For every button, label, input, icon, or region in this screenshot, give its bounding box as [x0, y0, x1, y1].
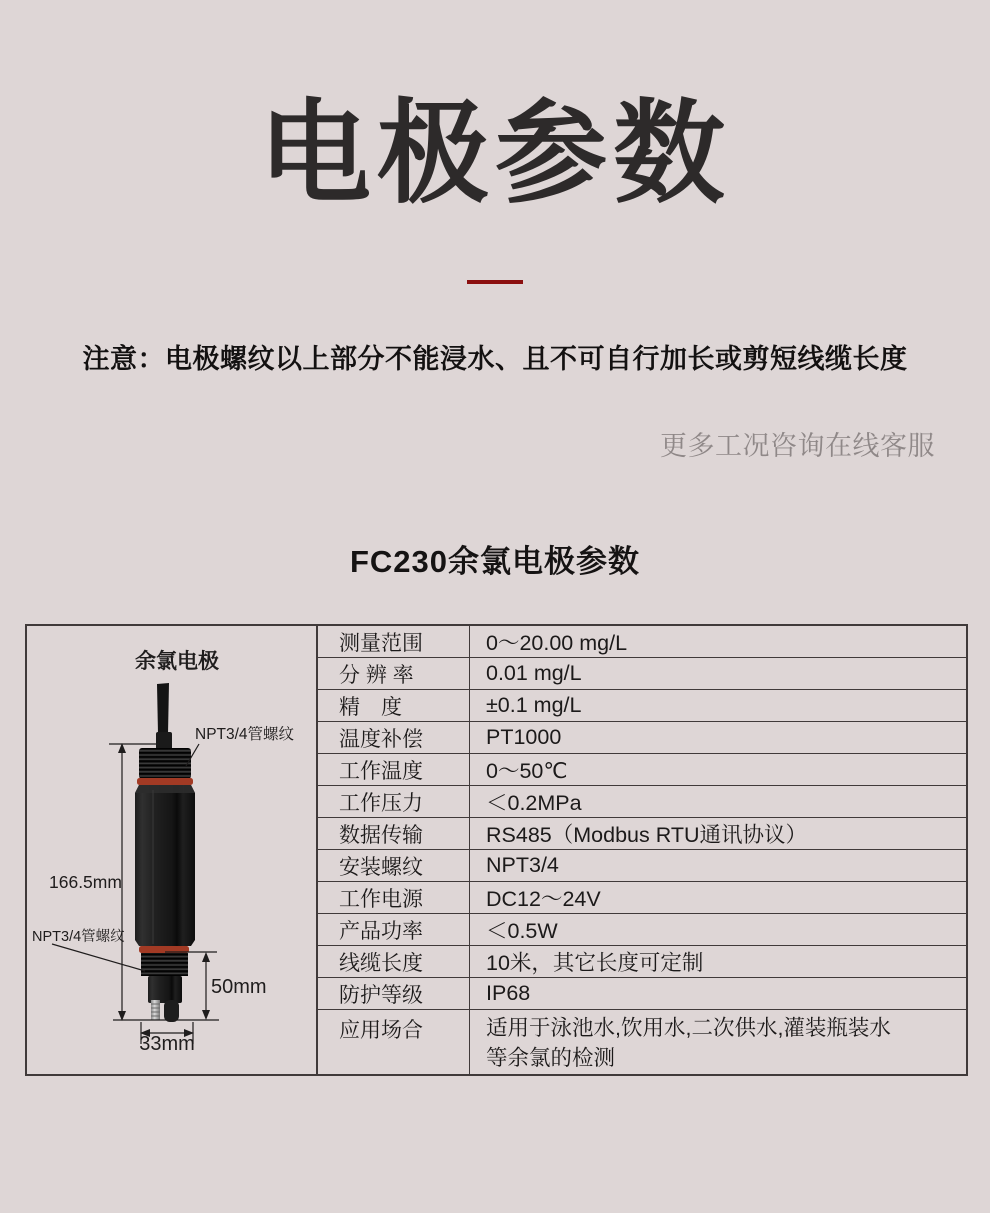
cable-gland: [156, 732, 172, 750]
spec-label: 产品功率: [318, 914, 470, 945]
table-row: [318, 946, 966, 978]
electrode-diagram: [27, 626, 314, 1069]
spec-value: 0.01 mg/L: [486, 661, 582, 685]
page-title: 电极参数: [259, 91, 731, 216]
dim-total-height-label: 166.5mm: [49, 872, 122, 892]
upper-thread: [139, 748, 191, 779]
spec-label: 安装螺纹: [318, 850, 470, 881]
spec-value: IP68: [486, 981, 531, 1005]
table-row: [318, 658, 966, 690]
table-row: [318, 818, 966, 850]
spec-table: [25, 624, 968, 1076]
section-title: FC230余氯电极参数: [349, 544, 641, 579]
reference-pin: [164, 1000, 179, 1022]
o-ring-top: [137, 778, 193, 785]
product-diagram-cell: [27, 626, 318, 1074]
table-row: [318, 690, 966, 722]
spec-label: 线缆长度: [318, 946, 470, 977]
spec-label: 分 辨 率: [318, 658, 470, 689]
spec-value: RS485（Modbus RTU通讯协议）: [486, 823, 807, 847]
spec-label: 工作压力: [318, 786, 470, 817]
dim-lower-height-label: 50mm: [211, 976, 267, 998]
table-row: [318, 786, 966, 818]
spec-value: ±0.1 mg/L: [486, 693, 582, 717]
hex-body: [135, 785, 195, 946]
table-row: [318, 978, 966, 1010]
spec-rows: [318, 626, 966, 1074]
spec-label: 温度补偿: [318, 722, 470, 753]
notice-text: 注意：电极螺纹以上部分不能浸水、且不可自行加长或剪短线缆长度: [82, 344, 908, 374]
hex-chamfer: [135, 785, 195, 793]
lower-thread: [141, 953, 188, 976]
product-label: 余氯电极: [135, 650, 219, 673]
thread-label-bottom: NPT3/4管螺纹: [32, 929, 125, 945]
dim-width-label: 33mm: [139, 1033, 195, 1055]
table-row: [318, 914, 966, 946]
service-note-text: 更多工况咨询在线客服: [660, 431, 935, 461]
metal-pin: [151, 1000, 160, 1020]
spec-value: 适用于泳池水,饮用水,二次供水,灌装瓶装水等余氯的检测: [486, 1016, 891, 1070]
spec-value: ＜0.2MPa: [486, 791, 582, 815]
table-row: [318, 850, 966, 882]
spec-value: PT1000: [486, 725, 562, 749]
sensor-tip: [148, 976, 182, 1003]
spec-label: 工作电源: [318, 882, 470, 913]
spec-value: 0～50℃: [486, 759, 568, 783]
spec-label: 测量范围: [318, 626, 470, 657]
table-row: [318, 722, 966, 754]
spec-label: 数据传输: [318, 818, 470, 849]
spec-label: 精 度: [318, 690, 470, 721]
title-divider: [467, 280, 523, 284]
cable: [157, 683, 169, 734]
table-row: [318, 754, 966, 786]
spec-value: ＜0.5W: [486, 919, 558, 943]
spec-value: 10米，其它长度可定制: [486, 951, 704, 975]
table-row: [318, 626, 966, 658]
table-row: [318, 882, 966, 914]
table-row: [318, 1010, 966, 1074]
spec-label: 应用场合: [318, 1010, 470, 1074]
spec-value: 0～20.00 mg/L: [486, 631, 628, 655]
spec-value: NPT3/4: [486, 853, 559, 877]
thread-label-top: NPT3/4管螺纹: [195, 726, 295, 743]
spec-value: DC12～24V: [486, 887, 601, 911]
spec-label: 工作温度: [318, 754, 470, 785]
spec-label: 防护等级: [318, 978, 470, 1009]
